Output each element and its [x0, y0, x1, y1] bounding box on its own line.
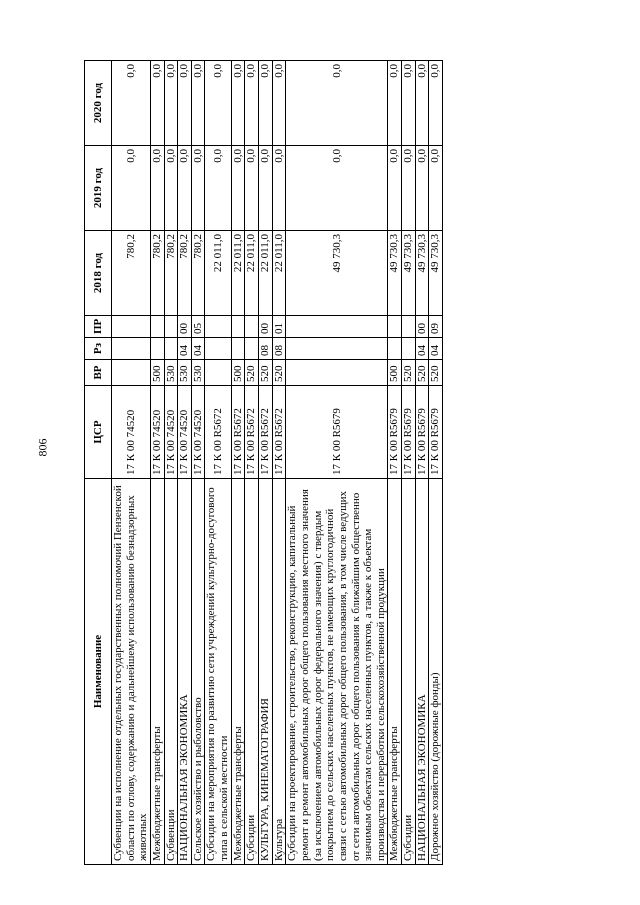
table-row	[272, 61, 286, 865]
cell-2019: 0,0	[429, 146, 443, 231]
cell-2020: 0,0	[388, 61, 402, 146]
cell-csr: 17 К 00 R5679	[286, 386, 388, 479]
cell-2020: 0,0	[178, 61, 192, 146]
header-csr: ЦСР	[85, 386, 112, 479]
cell-rz: 04	[191, 338, 205, 360]
cell-name: Межбюджетные трансферты	[150, 479, 164, 865]
cell-rz: 08	[259, 338, 273, 360]
table-row	[150, 61, 164, 865]
header-2019: 2019 год	[85, 146, 112, 231]
table-body	[112, 61, 443, 865]
cell-vr: 500	[231, 360, 245, 386]
table-row	[286, 61, 388, 865]
cell-pr	[245, 316, 259, 338]
cell-name: НАЦИОНАЛЬНАЯ ЭКОНОМИКА	[178, 479, 192, 865]
cell-rz	[205, 338, 231, 360]
rotated-table-container	[84, 60, 546, 865]
cell-csr: 17 К 00 R5672	[259, 386, 273, 479]
cell-csr: 17 К 00 R5672	[231, 386, 245, 479]
cell-rz	[231, 338, 245, 360]
table-row	[191, 61, 205, 865]
cell-csr: 17 К 00 74520	[164, 386, 178, 479]
cell-2020: 0,0	[191, 61, 205, 146]
table-row	[429, 61, 443, 865]
header-rz: Рз	[85, 338, 112, 360]
cell-pr	[231, 316, 245, 338]
cell-2020: 0,0	[429, 61, 443, 146]
cell-2019: 0,0	[191, 146, 205, 231]
cell-2018: 22 011,0	[272, 231, 286, 316]
cell-2019: 0,0	[164, 146, 178, 231]
cell-pr: 05	[191, 316, 205, 338]
cell-pr	[205, 316, 231, 338]
cell-vr	[286, 360, 388, 386]
cell-2018: 780,2	[191, 231, 205, 316]
cell-2018: 49 730,3	[402, 231, 416, 316]
cell-vr: 520	[402, 360, 416, 386]
cell-2020: 0,0	[286, 61, 388, 146]
cell-rz	[402, 338, 416, 360]
cell-2018: 780,2	[178, 231, 192, 316]
cell-rz	[388, 338, 402, 360]
cell-vr	[112, 360, 151, 386]
cell-name: Дорожное хозяйство (дорожные фонды)	[429, 479, 443, 865]
cell-2020: 0,0	[415, 61, 429, 146]
cell-2019: 0,0	[150, 146, 164, 231]
cell-pr: 00	[415, 316, 429, 338]
cell-name: КУЛЬТУРА, КИНЕМАТОГРАФИЯ	[259, 479, 273, 865]
cell-vr: 520	[259, 360, 273, 386]
cell-vr: 530	[164, 360, 178, 386]
cell-csr: 17 К 00 R5679	[402, 386, 416, 479]
table-row	[415, 61, 429, 865]
cell-2018: 49 730,3	[415, 231, 429, 316]
table-row	[402, 61, 416, 865]
table-row	[178, 61, 192, 865]
cell-name: Межбюджетные трансферты	[388, 479, 402, 865]
cell-pr	[112, 316, 151, 338]
cell-2020: 0,0	[164, 61, 178, 146]
cell-vr: 530	[178, 360, 192, 386]
cell-rz: 04	[429, 338, 443, 360]
cell-2018: 780,2	[164, 231, 178, 316]
cell-2020: 0,0	[205, 61, 231, 146]
cell-csr: 17 К 00 74520	[191, 386, 205, 479]
cell-csr: 17 К 00 R5679	[388, 386, 402, 479]
cell-pr	[402, 316, 416, 338]
cell-csr: 17 К 00 R5679	[429, 386, 443, 479]
cell-2020: 0,0	[231, 61, 245, 146]
cell-csr: 17 К 00 R5672	[205, 386, 231, 479]
cell-2020: 0,0	[259, 61, 273, 146]
cell-2018: 780,2	[150, 231, 164, 316]
cell-2018: 22 011,0	[231, 231, 245, 316]
table-row	[164, 61, 178, 865]
cell-2018: 22 011,0	[245, 231, 259, 316]
cell-2020: 0,0	[112, 61, 151, 146]
cell-name: Культура	[272, 479, 286, 865]
header-pr: ПР	[85, 316, 112, 338]
header-row	[85, 61, 112, 865]
cell-2019: 0,0	[245, 146, 259, 231]
cell-pr: 09	[429, 316, 443, 338]
cell-csr: 17 К 00 74520	[112, 386, 151, 479]
cell-vr: 520	[272, 360, 286, 386]
cell-vr: 500	[388, 360, 402, 386]
table-row	[245, 61, 259, 865]
cell-pr	[388, 316, 402, 338]
cell-vr	[205, 360, 231, 386]
cell-vr: 520	[245, 360, 259, 386]
header-name: Наименование	[85, 479, 112, 865]
cell-name: Субвенции	[164, 479, 178, 865]
cell-rz: 04	[415, 338, 429, 360]
cell-2018: 780,2	[112, 231, 151, 316]
cell-rz: 08	[272, 338, 286, 360]
cell-name: Субсидии	[245, 479, 259, 865]
cell-2019: 0,0	[112, 146, 151, 231]
cell-vr: 500	[150, 360, 164, 386]
cell-2020: 0,0	[402, 61, 416, 146]
cell-rz	[164, 338, 178, 360]
table-row	[205, 61, 231, 865]
cell-name: Субсидии на проектирование, строительство, реконструкцию, капитальный ремонт и ремонт автомобильных дорог общего пользования местного значения (за исключением автомобильных дорог федерального значения) с твердым покрытием до сельских населенных пунктов, не имеющих круглогодичной связи с сетью автомобильных дорог общего пользования, в том числе ведущих от сети автомобильных дорог общего пользования к ближайшим общественно значимым объектам сельских населенных пунктов, а также к объектам производства и переработки сельскохозяйственной продукции	[286, 479, 388, 865]
cell-pr: 00	[178, 316, 192, 338]
table-row	[259, 61, 273, 865]
cell-2018: 49 730,3	[286, 231, 388, 316]
cell-pr	[150, 316, 164, 338]
cell-csr: 17 К 00 R5679	[415, 386, 429, 479]
cell-name: Субвенции на исполнение отдельных государственных полномочий Пензенской области по отлову, содержанию и дальнейшему использованию безнадзорных животных	[112, 479, 151, 865]
cell-2019: 0,0	[178, 146, 192, 231]
cell-csr: 17 К 00 74520	[178, 386, 192, 479]
table-row	[388, 61, 402, 865]
cell-2020: 0,0	[245, 61, 259, 146]
cell-pr: 01	[272, 316, 286, 338]
cell-csr: 17 К 00 R5672	[272, 386, 286, 479]
cell-2018: 22 011,0	[259, 231, 273, 316]
cell-rz	[245, 338, 259, 360]
page-number: 806	[35, 438, 50, 457]
header-vr: ВР	[85, 360, 112, 386]
cell-name: НАЦИОНАЛЬНАЯ ЭКОНОМИКА	[415, 479, 429, 865]
cell-2019: 0,0	[259, 146, 273, 231]
cell-2019: 0,0	[286, 146, 388, 231]
table-row	[231, 61, 245, 865]
cell-2020: 0,0	[272, 61, 286, 146]
cell-pr	[286, 316, 388, 338]
cell-rz: 04	[178, 338, 192, 360]
cell-rz	[286, 338, 388, 360]
cell-2018: 22 011,0	[205, 231, 231, 316]
budget-table	[84, 60, 443, 865]
cell-2019: 0,0	[272, 146, 286, 231]
table-row	[112, 61, 151, 865]
cell-2019: 0,0	[415, 146, 429, 231]
cell-name: Субсидии	[402, 479, 416, 865]
cell-vr: 520	[429, 360, 443, 386]
cell-pr	[164, 316, 178, 338]
cell-2019: 0,0	[205, 146, 231, 231]
cell-name: Сельское хозяйство и рыболовство	[191, 479, 205, 865]
cell-name: Межбюджетные трансферты	[231, 479, 245, 865]
cell-vr: 530	[191, 360, 205, 386]
cell-2019: 0,0	[402, 146, 416, 231]
header-2020: 2020 год	[85, 61, 112, 146]
cell-name: Субсидии на мероприятия по развитию сети учреждений культурно-досугового типа в сельской местности	[205, 479, 231, 865]
cell-rz	[150, 338, 164, 360]
cell-csr: 17 К 00 74520	[150, 386, 164, 479]
cell-2018: 49 730,3	[388, 231, 402, 316]
cell-pr: 00	[259, 316, 273, 338]
cell-csr: 17 К 00 R5672	[245, 386, 259, 479]
cell-2019: 0,0	[388, 146, 402, 231]
header-2018: 2018 год	[85, 231, 112, 316]
cell-2019: 0,0	[231, 146, 245, 231]
cell-rz	[112, 338, 151, 360]
cell-2018: 49 730,3	[429, 231, 443, 316]
cell-2020: 0,0	[150, 61, 164, 146]
cell-vr: 520	[415, 360, 429, 386]
